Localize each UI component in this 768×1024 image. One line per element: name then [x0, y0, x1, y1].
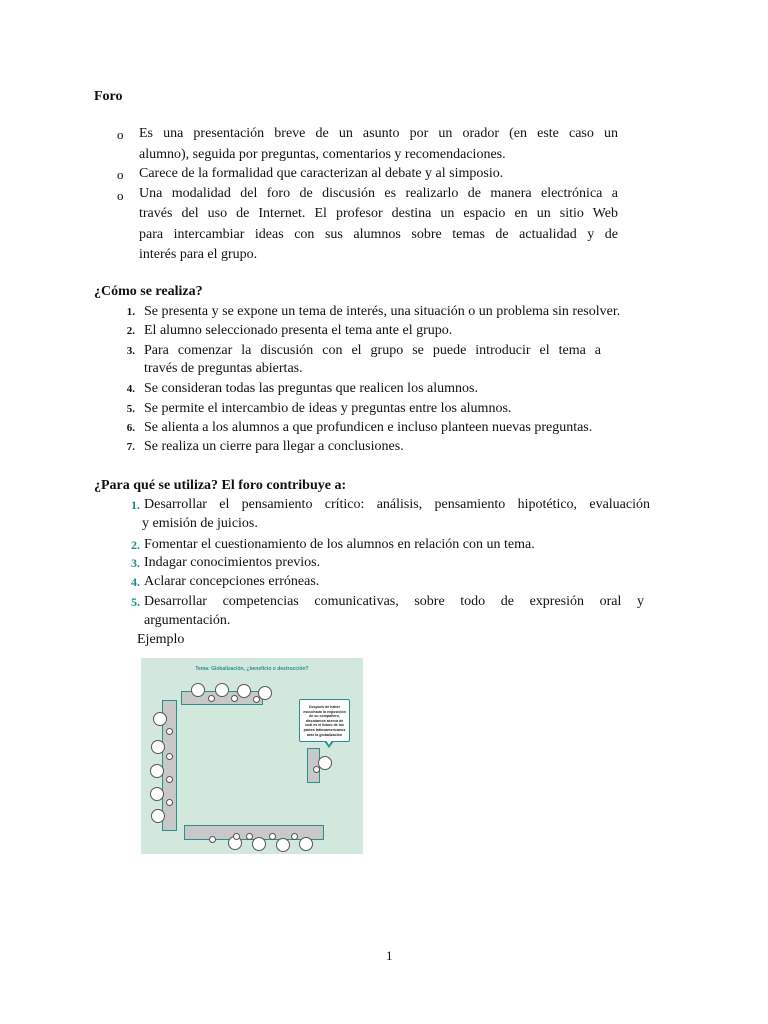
- student-seat: [191, 683, 205, 697]
- use-5-line-1: Desarrollar competencias comunicativas, sobre todo de expresión oral y: [144, 594, 644, 609]
- student-seat: [215, 683, 229, 697]
- foro-bullet-3-line-4: interés para el grupo.: [139, 247, 258, 262]
- step-4: Se consideran todas las preguntas que realicen los alumnos.: [144, 381, 478, 396]
- student-seat: [237, 684, 251, 698]
- step-number: 3.: [126, 345, 135, 357]
- use-number: 3.: [131, 556, 140, 570]
- bullet-marker: o: [117, 188, 124, 203]
- step-number: 7.: [126, 441, 135, 453]
- student-seat: [246, 833, 253, 840]
- student-seat: [166, 753, 173, 760]
- student-seat: [153, 712, 167, 726]
- student-seat: [208, 695, 215, 702]
- step-3-line-1: Para comenzar la discusión con el grupo se puede introducir el tema a: [144, 343, 601, 358]
- use-number: 2.: [131, 538, 140, 552]
- step-number: 6.: [126, 422, 135, 434]
- student-seat: [150, 764, 164, 778]
- page-number: 1: [386, 948, 393, 963]
- speech-bubble: Después de haber escuchado la exposición de su compañero, discutamos acerca de cuál es el futuro de los países latinoamericanos ante la globalización: [299, 699, 350, 742]
- foro-bullet-1-line-2: alumno), seguida por preguntas, comentarios y recomendaciones.: [139, 147, 506, 162]
- use-1-line-2: y emisión de juicios.: [142, 516, 258, 531]
- presenter-seat: [318, 756, 332, 770]
- step-number: 2.: [126, 325, 135, 337]
- use-3: Indagar conocimientos previos.: [144, 555, 321, 570]
- step-number: 4.: [126, 383, 135, 395]
- foro-bullet-3-line-1: Una modalidad del foro de discusión es realizarlo de manera electrónica a: [139, 186, 618, 201]
- foro-bullet-2-line-1: Carece de la formalidad que caracterizan al debate y al simposio.: [139, 166, 504, 181]
- step-3-line-2: través de preguntas abiertas.: [144, 361, 303, 376]
- student-seat: [166, 728, 173, 735]
- student-seat: [151, 809, 165, 823]
- foro-bullet-3-line-2: través del uso de Internet. El profesor destina un espacio en un sitio Web: [139, 206, 618, 221]
- bullet-marker: o: [117, 127, 124, 142]
- heading-foro: Foro: [94, 89, 123, 104]
- use-number: 4.: [131, 575, 140, 589]
- student-seat: [166, 776, 173, 783]
- student-seat: [269, 833, 276, 840]
- student-seat: [150, 787, 164, 801]
- student-seat: [299, 837, 313, 851]
- forum-layout-diagram: [141, 658, 363, 854]
- student-seat: [276, 838, 290, 852]
- use-2: Fomentar el cuestionamiento de los alumnos en relación con un tema.: [144, 537, 535, 552]
- heading-como-se-realiza: ¿Cómo se realiza?: [94, 284, 203, 299]
- presenter-seat-marker: [313, 766, 320, 773]
- use-5-line-2: argumentación.: [144, 613, 231, 628]
- student-seat: [166, 799, 173, 806]
- foro-bullet-1-line-1: Es una presentación breve de un asunto por un orador (en este caso un: [139, 126, 618, 141]
- student-seat: [233, 833, 240, 840]
- student-seat: [253, 696, 260, 703]
- step-number: 5.: [126, 403, 135, 415]
- use-1-line-1: Desarrollar el pensamiento crítico: análisis, pensamiento hipotético, evaluación: [144, 497, 650, 512]
- step-number: 1.: [126, 306, 135, 318]
- student-seat: [231, 695, 238, 702]
- step-7: Se realiza un cierre para llegar a conclusiones.: [144, 439, 404, 454]
- student-seat: [209, 836, 216, 843]
- step-1: Se presenta y se expone un tema de interés, una situación o un problema sin resolver.: [144, 304, 621, 319]
- ejemplo-label: Ejemplo: [137, 632, 185, 647]
- student-seat: [291, 833, 298, 840]
- use-4: Aclarar concepciones erróneas.: [144, 574, 320, 589]
- step-2: El alumno seleccionado presenta el tema ante el grupo.: [144, 323, 453, 338]
- use-number: 1.: [131, 498, 140, 512]
- foro-bullet-3-line-3: para intercambiar ideas con sus alumnos sobre temas de actualidad y de: [139, 227, 618, 242]
- student-seat: [258, 686, 272, 700]
- speech-bubble-tail-inner: [326, 740, 332, 745]
- student-seat: [151, 740, 165, 754]
- diagram-caption: Tema: Globalización, ¿beneficio o destrucción?: [195, 666, 309, 672]
- step-5: Se permite el intercambio de ideas y preguntas entre los alumnos.: [144, 401, 512, 416]
- heading-para-que: ¿Para qué se utiliza? El foro contribuye a:: [94, 478, 347, 493]
- step-6: Se alienta a los alumnos a que profundicen e incluso planteen nuevas preguntas.: [144, 420, 593, 435]
- student-seat: [252, 837, 266, 851]
- bullet-marker: o: [117, 167, 124, 182]
- use-number: 5.: [131, 595, 140, 609]
